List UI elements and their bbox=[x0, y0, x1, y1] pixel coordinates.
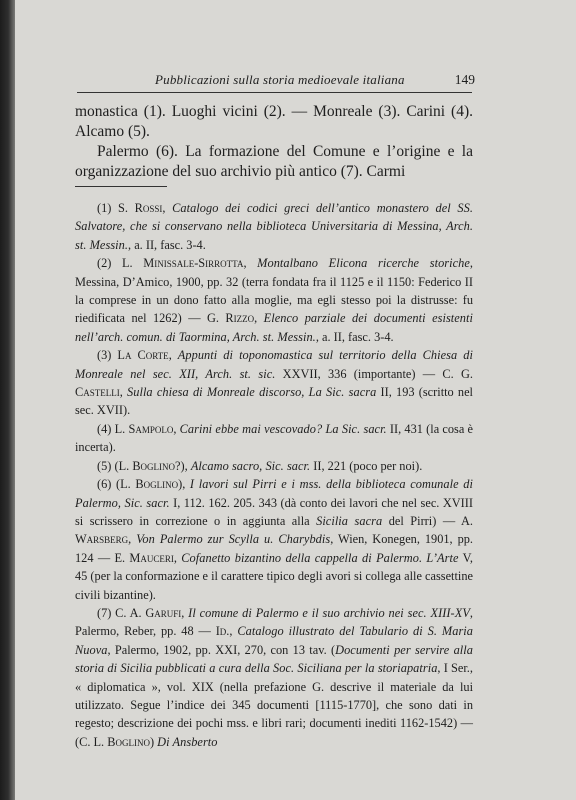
footnote-text: , bbox=[254, 311, 264, 326]
footnote-text: , I Ser., « diplomatica », vol. XIX (nella prefazione G. descrive il materiale da lui utilizzato. Segue l’indice dei 345 documenti [1115-1770], che sono dati in regesto; descrizione dei pochi mss. e libri rari; documenti inediti 1162-1542) — (C. L. bbox=[75, 661, 473, 749]
footnote-title: Sulla chiesa di Monreale discorso, La Sic. sacra bbox=[127, 385, 377, 400]
footnote-text: , Palermo, 1902, pp. XXI, 270, con 13 tav. ( bbox=[107, 642, 336, 657]
footnote-text: , bbox=[243, 256, 258, 271]
footnote-text: , bbox=[173, 550, 182, 565]
footnote-text: , bbox=[181, 605, 189, 620]
footnote-text: , bbox=[119, 385, 128, 400]
footnote-6 bbox=[75, 475, 473, 604]
running-title: Pubblicazioni sulla storia medioevale italiana bbox=[155, 72, 405, 87]
page-number: 149 bbox=[454, 72, 475, 87]
footnote-text: I, 112. 162. 205. 343 (dà conto dei lavori che nel sec. XVIII si scrissero in correzione o in aggiunta alla bbox=[75, 495, 474, 528]
footnote-text: , bbox=[173, 421, 180, 436]
footnote-author: Rizzo bbox=[225, 311, 255, 326]
footnote-4 bbox=[75, 420, 473, 457]
footnote-text: ?), bbox=[175, 458, 191, 473]
footnote-title: Carini ebbe mai vescovado? La Sic. sacr. bbox=[179, 421, 387, 436]
footnote-author: Minissale-Sirrotta bbox=[143, 256, 244, 271]
footnote-mark: (1) S. bbox=[97, 201, 135, 215]
footnote-title: I lavori sul Pirri e i mss. della biblioteca comunale di Palermo, Sic. sacr. bbox=[75, 477, 473, 510]
footnote-author: Mauceri bbox=[129, 550, 174, 565]
main-paragraph: Palermo (6). La formazione del Comune e l’origine e la organizzazione del suo archivio più antico (7). Carmi bbox=[75, 143, 473, 180]
footnote-separator bbox=[75, 186, 167, 187]
footnote-mark: (4) L. bbox=[97, 421, 129, 436]
footnote-text: ), bbox=[178, 477, 190, 492]
footnote-text: , Palermo, Reber, pp. 48 — bbox=[75, 605, 473, 639]
footnote-text: V, 45 (per la conformazione e il carattere tipico degli avori si collega alle cassettine civili bizantine). bbox=[75, 550, 473, 602]
footnote-author: Boglino bbox=[135, 477, 179, 492]
footnote-text: , bbox=[168, 348, 178, 363]
footnote-title: Montalbano Elicona ricerche storiche bbox=[257, 256, 470, 271]
footnote-text: , bbox=[229, 624, 238, 639]
main-paragraph: monastica (1). Luoghi vicini (2). — Monreale (3). Carini (4). Alcamo (5). bbox=[75, 103, 473, 140]
footnote-mark: (7) C. A. bbox=[97, 605, 146, 620]
footnote-text: , bbox=[162, 201, 173, 215]
footnote-text: ) bbox=[149, 734, 158, 749]
footnotes bbox=[75, 199, 473, 751]
book-gutter-shadow bbox=[0, 0, 15, 800]
footnote-mark: (5) (L. bbox=[97, 458, 133, 473]
footnote-1 bbox=[75, 199, 473, 254]
footnote-title: Il comune di Palermo e il suo archivio nei sec. XIII-XV bbox=[188, 605, 470, 620]
footnote-text: , a. II, fasc. 3-4. bbox=[128, 237, 206, 252]
footnote-author: Castelli bbox=[75, 385, 120, 400]
footnote-text: II, 431 (la cosa è incerta). bbox=[75, 421, 474, 455]
footnote-text: XXVII, 336 (importante) — C. G. bbox=[275, 366, 473, 381]
footnote-text: II, 193 (scritto nel sec. XVII). bbox=[75, 385, 473, 418]
footnote-7 bbox=[75, 604, 473, 751]
footnote-author: Garufi bbox=[145, 605, 182, 620]
footnote-author: Rossi bbox=[134, 201, 163, 215]
footnote-title: Di Ansberto bbox=[157, 734, 218, 749]
header-rule bbox=[77, 92, 472, 93]
book-page bbox=[15, 0, 576, 800]
footnote-text: del Pirri) — A. bbox=[382, 513, 473, 528]
footnote-text: , Wien, Konegen, 1901, pp. 124 — E. bbox=[75, 532, 473, 565]
footnote-author: Boglino bbox=[132, 458, 176, 473]
footnote-2 bbox=[75, 254, 473, 346]
footnote-author: Boglino bbox=[107, 734, 150, 749]
footnote-author: Warsberg bbox=[75, 532, 129, 547]
footnote-3 bbox=[75, 346, 473, 420]
footnote-title: Von Palermo zur Scylla u. Charybdis bbox=[136, 532, 331, 547]
footnote-author: Id. bbox=[215, 624, 230, 639]
footnote-text: , Messina, D’Amico, 1900, pp. 32 (terra fondata fra il 1125 e il 1150: Federico II la comprese in un dono fatto alla moglie, ma egli stesso poi la distrusse: fu riedificata nel 1262) — G. bbox=[75, 256, 473, 326]
footnote-title: Catalogo illustrato del Tabulario di S. Maria Nuova bbox=[75, 624, 474, 657]
footnote-mark: (6) (L. bbox=[97, 477, 136, 492]
footnote-mark: (2) L. bbox=[97, 256, 144, 271]
footnote-author: La Corte bbox=[117, 348, 169, 363]
footnote-5 bbox=[75, 457, 473, 475]
footnote-title: Alcamo sacro, Sic. sacr. bbox=[190, 458, 311, 473]
footnote-text: II, 221 (poco per noi). bbox=[310, 458, 423, 473]
footnote-text: , a. II, fasc. 3-4. bbox=[315, 329, 394, 344]
footnote-title: Cofanetto bizantino della cappella di Palermo. L’Arte bbox=[181, 550, 459, 565]
footnote-text: , bbox=[128, 532, 137, 547]
footnote-title: Appunti di toponomastica sul territorio della Chiesa di Monreale nel sec. XII, Arch. st. sic. bbox=[75, 348, 474, 381]
footnote-mark: (3) bbox=[97, 348, 118, 363]
footnote-title: Elenco parziale dei documenti esistenti nell’arch. comun. di Taormina, Arch. st. Messin. bbox=[75, 311, 473, 344]
footnote-title: Sicilia sacra bbox=[316, 513, 383, 528]
footnote-title: Catalogo dei codici greci dell’antico monastero del SS. Salvatore, che si conservano nella biblioteca Universitaria di Messina, Arch. st. Messin. bbox=[75, 201, 473, 252]
footnote-title: Documenti per servire alla storia di Sicilia pubblicati a cura della Soc. Siciliana per la storiapatria bbox=[75, 642, 473, 676]
footnote-author: Sampolo bbox=[128, 421, 174, 436]
main-text bbox=[75, 102, 473, 182]
